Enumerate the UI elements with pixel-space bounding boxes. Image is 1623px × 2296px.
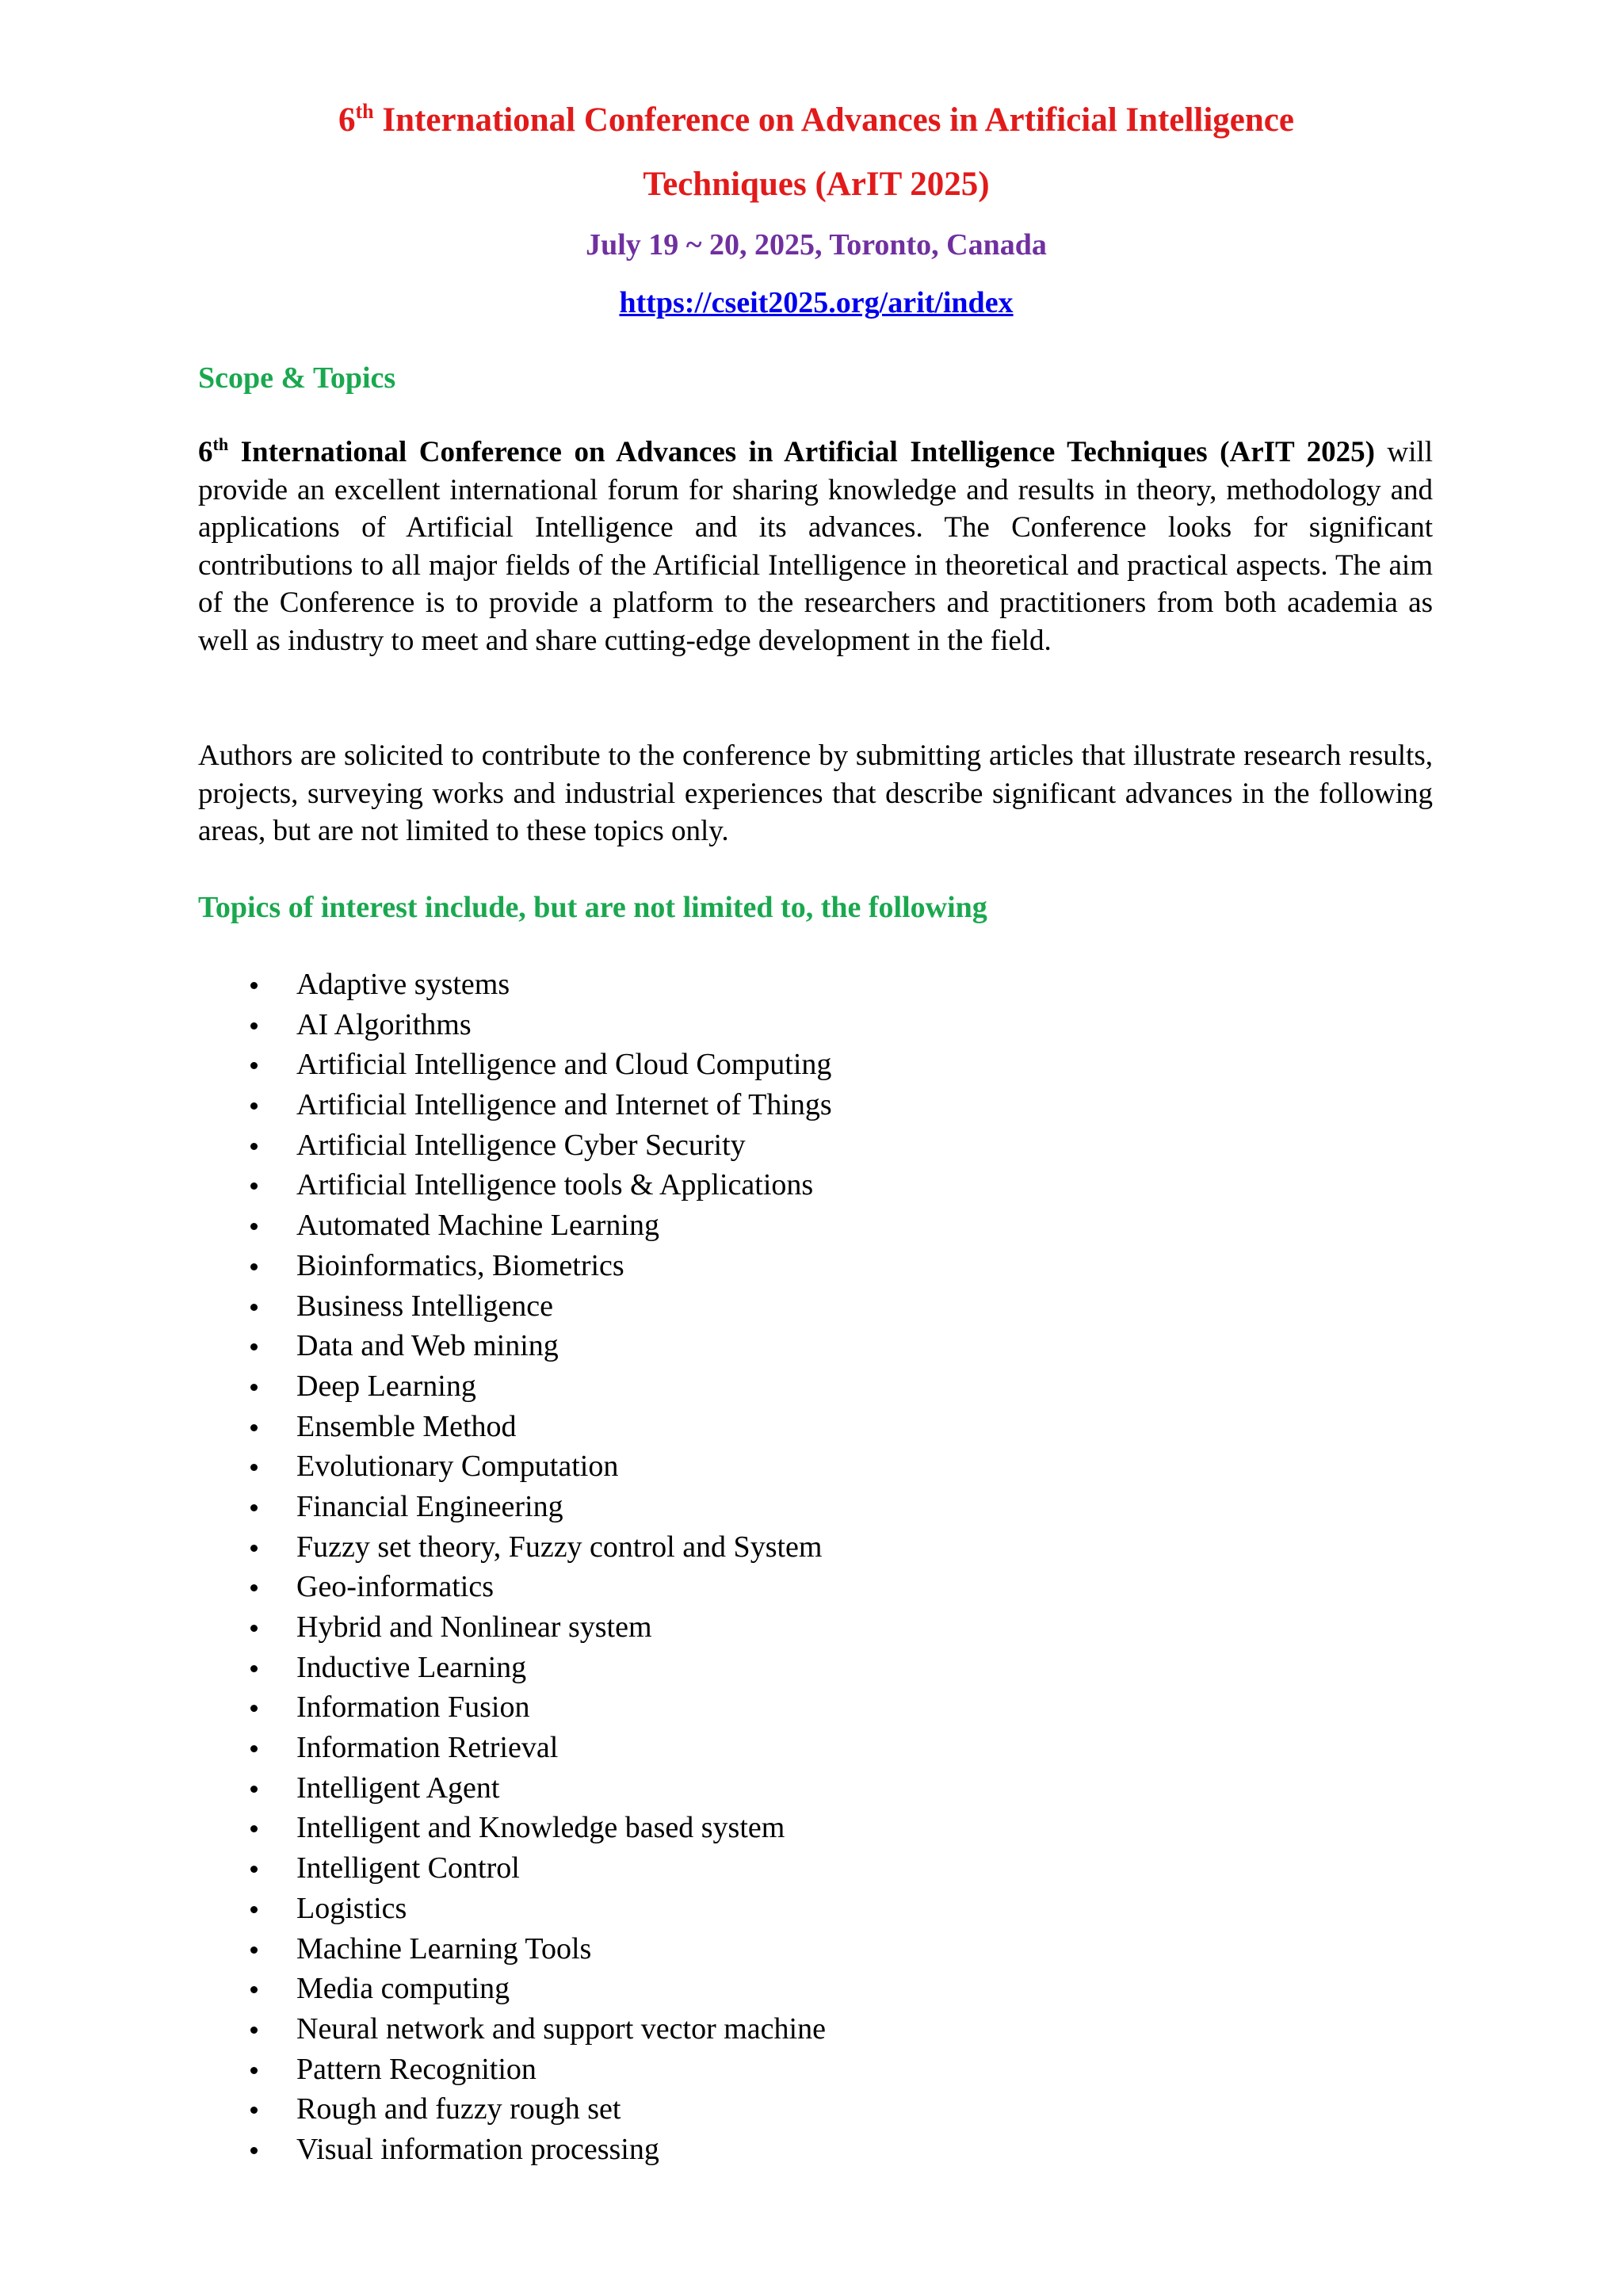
bullet-icon bbox=[250, 1424, 258, 1431]
bullet-icon bbox=[250, 1343, 258, 1350]
list-item bbox=[198, 1848, 1308, 1889]
list-item bbox=[198, 1808, 1308, 1848]
bullet-icon bbox=[250, 1665, 258, 1672]
intro-ordinal: 6 bbox=[198, 436, 213, 468]
topic-label: Intelligent and Knowledge based system bbox=[296, 1811, 785, 1845]
topic-label: Financial Engineering bbox=[296, 1489, 563, 1523]
bullet-icon bbox=[250, 1464, 258, 1471]
list-item bbox=[198, 1246, 1308, 1286]
conference-url-line bbox=[198, 283, 1434, 323]
title-ordinal-superscript: th bbox=[355, 100, 374, 123]
bullet-icon bbox=[250, 1825, 258, 1832]
list-item bbox=[198, 1366, 1308, 1407]
conference-dates-location: July 19 ~ 20, 2025, Toronto, Canada bbox=[586, 228, 1047, 262]
topic-label: Geo-informatics bbox=[296, 1570, 495, 1604]
conference-website-link[interactable]: https://cseit2025.org/arit/index bbox=[619, 286, 1014, 319]
bullet-icon bbox=[250, 982, 258, 989]
list-item bbox=[198, 1407, 1308, 1447]
bullet-icon bbox=[250, 1102, 258, 1110]
list-item bbox=[198, 1487, 1308, 1527]
list-item bbox=[198, 1085, 1308, 1125]
bullet-icon bbox=[250, 1745, 258, 1752]
bullet-icon bbox=[250, 1223, 258, 1230]
list-item bbox=[198, 1728, 1308, 1768]
list-item bbox=[198, 1648, 1308, 1688]
bullet-icon bbox=[250, 1304, 258, 1311]
list-item bbox=[198, 1527, 1308, 1568]
bullet-icon bbox=[250, 1786, 258, 1793]
bullet-icon bbox=[250, 2067, 258, 2074]
list-item bbox=[198, 1687, 1308, 1728]
topic-label: Neural network and support vector machine bbox=[296, 2011, 826, 2046]
list-item bbox=[198, 1929, 1308, 1969]
topic-label: Intelligent Control bbox=[296, 1851, 520, 1885]
intro-ordinal-superscript: th bbox=[212, 434, 229, 454]
topics-heading: Topics of interest include, but are not limited to, the following bbox=[198, 891, 987, 924]
topic-label: Artificial Intelligence tools & Applications bbox=[296, 1168, 814, 1202]
topic-label: Artificial Intelligence and Cloud Computing bbox=[296, 1048, 832, 1082]
bullet-icon bbox=[250, 1022, 258, 1030]
list-item bbox=[198, 1205, 1308, 1246]
bullet-icon bbox=[250, 1946, 258, 1954]
intro-body-text: will provide an excellent international forum for sharing knowledge and results in theory, methodology and applications of Artificial Intelligence and its advances. The Conference looks for significant contributions to all major fields of the Artificial Intelligence in theoretical and practical aspects. The aim of the Conference is to provide a platform to the researchers and practitioners from both academia as well as industry to meet and share cutting-edge development in the field. bbox=[198, 436, 1433, 657]
bullet-icon bbox=[250, 1986, 258, 1993]
bullet-icon bbox=[250, 1504, 258, 1511]
bullet-icon bbox=[250, 1182, 258, 1190]
list-item bbox=[198, 1567, 1308, 1607]
topic-label: Media computing bbox=[296, 1972, 510, 2006]
bullet-icon bbox=[250, 2107, 258, 2114]
list-item bbox=[198, 1768, 1308, 1809]
topic-label: Intelligent Agent bbox=[296, 1771, 500, 1805]
topic-label: Artificial Intelligence and Internet of Things bbox=[296, 1088, 832, 1122]
list-item bbox=[198, 2009, 1308, 2050]
bullet-icon bbox=[250, 1705, 258, 1712]
bullet-icon bbox=[250, 1545, 258, 1552]
topic-label: Data and Web mining bbox=[296, 1329, 559, 1363]
bullet-icon bbox=[250, 2027, 258, 2034]
intro-bold-text: International Conference on Advances in Artificial Intelligence Techniques (ArIT 2025) bbox=[228, 436, 1375, 468]
conference-title-line2: Techniques (ArIT 2025) bbox=[643, 166, 990, 203]
list-item bbox=[198, 965, 1308, 1005]
topic-label: Machine Learning Tools bbox=[296, 1931, 592, 1966]
list-item bbox=[198, 1326, 1308, 1366]
topic-label: Deep Learning bbox=[296, 1369, 476, 1403]
topic-label: Logistics bbox=[296, 1891, 407, 1925]
bullet-icon bbox=[250, 1384, 258, 1391]
topic-label: Bioinformatics, Biometrics bbox=[296, 1248, 624, 1282]
bullet-icon bbox=[250, 1625, 258, 1632]
bullet-icon bbox=[250, 2147, 258, 2154]
bullet-icon bbox=[250, 1263, 258, 1270]
topic-label: Automated Machine Learning bbox=[296, 1209, 659, 1243]
topic-label: Pattern Recognition bbox=[296, 2052, 537, 2086]
bullet-icon bbox=[250, 1906, 258, 1913]
list-item bbox=[198, 1446, 1308, 1487]
list-item bbox=[198, 2050, 1308, 2090]
conference-title-line1 bbox=[198, 98, 1434, 143]
title-line1-text: International Conference on Advances in Artificial Intelligence bbox=[373, 101, 1294, 139]
list-item bbox=[198, 1005, 1308, 1045]
bullet-icon bbox=[250, 1062, 258, 1069]
bullet-icon bbox=[250, 1866, 258, 1873]
title-ordinal: 6 bbox=[338, 101, 356, 139]
list-item bbox=[198, 1889, 1308, 1929]
list-item bbox=[198, 1165, 1308, 1205]
topic-label: Inductive Learning bbox=[296, 1650, 527, 1684]
topic-label: Artificial Intelligence Cyber Security bbox=[296, 1128, 746, 1162]
topic-label: Fuzzy set theory, Fuzzy control and System bbox=[296, 1530, 823, 1564]
topic-label: AI Algorithms bbox=[296, 1007, 472, 1041]
list-item bbox=[198, 1607, 1308, 1648]
list-item bbox=[198, 1286, 1308, 1327]
scope-heading: Scope & Topics bbox=[198, 361, 396, 395]
bullet-icon bbox=[250, 1143, 258, 1150]
bullet-icon bbox=[250, 1584, 258, 1591]
topic-label: Visual information processing bbox=[296, 2132, 659, 2166]
list-item bbox=[198, 1045, 1308, 1085]
list-item bbox=[198, 1969, 1308, 2009]
topic-label: Hybrid and Nonlinear system bbox=[296, 1610, 652, 1644]
topic-label: Evolutionary Computation bbox=[296, 1450, 619, 1484]
topics-list bbox=[198, 965, 1308, 2170]
topic-label: Ensemble Method bbox=[296, 1409, 517, 1443]
topic-label: Rough and fuzzy rough set bbox=[296, 2092, 621, 2126]
topic-label: Adaptive systems bbox=[296, 968, 510, 1001]
topic-label: Information Retrieval bbox=[296, 1731, 559, 1765]
list-item bbox=[198, 2130, 1308, 2170]
topic-label: Business Intelligence bbox=[296, 1289, 553, 1323]
intro-bold-title bbox=[198, 436, 1375, 468]
scope-intro-paragraph bbox=[198, 434, 1433, 660]
list-item bbox=[198, 1125, 1308, 1166]
authors-paragraph: Authors are solicited to contribute to the conference by submitting articles that illustrate research results, projects, surveying works and industrial experiences that describe significant advances in the following areas, but are not limited to these topics only. bbox=[198, 739, 1433, 848]
topic-label: Information Fusion bbox=[296, 1690, 530, 1725]
list-item bbox=[198, 2089, 1308, 2130]
